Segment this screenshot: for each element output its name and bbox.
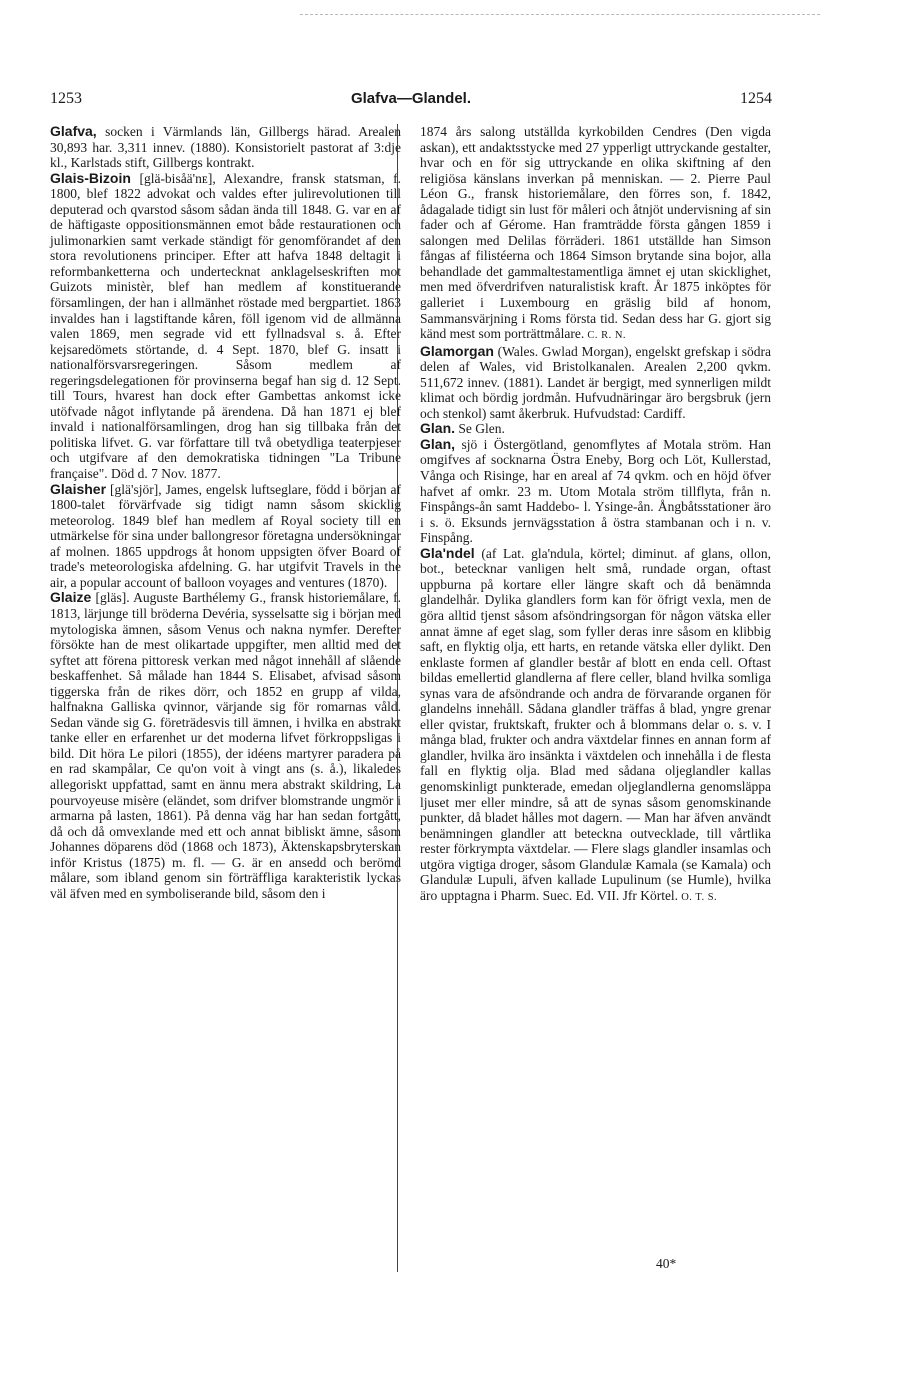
entry-glaize: [50, 590, 401, 901]
author-signature: O. T. S.: [678, 891, 718, 903]
page-title: Glafva—Glandel.: [350, 90, 472, 107]
entry-glandel: [420, 546, 771, 906]
headword: Glan.: [420, 420, 456, 437]
entry-glaisher: [50, 482, 401, 591]
entry-glafva: [50, 124, 401, 171]
entry-glan-reference: [420, 421, 771, 437]
headword: Glafva,: [50, 123, 97, 139]
headword: Gla'ndel: [420, 544, 475, 561]
entry-text: Se Glen.: [455, 421, 505, 437]
headword: Glais-Bizoin: [50, 169, 131, 186]
entry-glan-lake: [420, 437, 771, 546]
top-scan-line: [300, 14, 820, 15]
right-column: [420, 124, 771, 905]
headword: Glan,: [420, 435, 456, 452]
entry-text: (af Lat. gla'ndula, körtel; diminut. af glans, ollon, bot., betecknar vanligen helt små, rundade organ, oftast uppburna på kortare eller längre skaft och då benämnda glandelhår. Dylika glandlers form kan för öfrigt vexla, men de göra alltid tjenst såsom afsöndringsorgan för någon vätska eller annat ämne af eget slag, som fyller deras inre såsom en klibbig saft, en flyktig olja, ett harts, en retande vätska eller dylikt. Den enklaste formen af glandler består af blott en enda cell. Oftast bildas emellertid glandlerna af flere celler, bland hvilka somliga synas vara de afsöndrande och andra de förvarande organen för glandelns innehåll. Sådana glandler träffas å blad, yngre grenar eller qvistar, fruktskaft, frukter och å blommans delar o. s. v. I många blad, frukter och andra växtdelar finnes en annan form af glandler, hvilka äro insänkta i växtdelen och innehålla i de flesta fall en flyktig olja. Blad med sådana oljeglandler kallas genomskinligt punkterade, emedan oljeglandlerna genomsläppa ljuset mer eller mindre, så att de synas såsom genomskinande punkter, då bladet hålles mot dagern. — Man har äfven användt benämningen glandler att beteckna outvecklade, till vårtlika rester förkrympta växtdelar. — Flere slags glandler insamlas och utgöra vigtiga droger, såsom Glandulæ Kamala (se Kamala) och Glandulæ Lupuli, äfven kallade Lupulinum (se Humle), hvilka äro upptagna i Pharm. Suec. Ed. VII. Jfr Körtel.: [420, 545, 771, 903]
entry-glamorgan: [420, 344, 771, 422]
left-column: [50, 124, 401, 901]
entry-text: 1874 års salong utställda kyrkobilden Cendres (Den vigda askan), ett andaktsstycke med 27 ypperligt uttryckande gestalter, hvar och en för sig uttryckande en olika skiftning af den religiösa känslans inverkan på menniskan. — 2. Pierre Paul Léon G., fransk historiemålare, den förres son, f. 1842, ådagalade tidigt sin lust för måleri och åtnjöt undervisning af sin fader och af Gérome. Han framträdde första gången 1859 i salongen med Delilas förräderi. 1861 utställde han Simson fångas af filistéerna och 1864 Simson brytande sina bojor, alla behandlade det gammaltestamentliga ämnet ej utan skicklighet, men med öfverdrifven naturalistisk kraft. År 1875 inköptes för galleriet i Luxembourg en gräslig bild af honom, Sammansvärjning i Roms första tid. Sedan dess har G. gjort sig känd mest som porträttmålare.: [420, 124, 771, 342]
entry-glaize-continued: [420, 124, 771, 344]
entry-text: socken i Värmlands län, Gillbergs härad. Arealen 30,893 har. 3,311 innev. (1880). Konsistorielt pastorat af 3:dje kl., Karlstads stift, Gillbergs kontrakt.: [50, 124, 401, 171]
author-signature: C. R. N.: [584, 330, 627, 342]
column-divider: [397, 124, 398, 1272]
page-header: [50, 90, 772, 112]
entry-text: (Wales. Gwlad Morgan), engelskt grefskap i södra delen af Wales, vid Bristolkanalen. Arealen 2,200 qvkm. 511,672 innev. (1881). Landet är bergigt, med synnerligen mildt klimat och bördig jordmån. Hufvudnäringar äro bergsbruk (jern och stenkol) samt åkerbruk. Hufvudstad: Cardiff.: [420, 343, 771, 421]
headword: Glaisher: [50, 480, 107, 497]
entry-text: [glä'sjör], James, engelsk luftseglare, född i början af 1800-talet förvärfvade sig tidigt namn såsom skicklig meteorolog. 1849 blef han medlem af Royal society till en utmärkelse för sina under ballongresor företagna undersökningar af molnen. 1865 uppdrogs åt honom uppsigten öfver Board of trade's meteorologiska afdelning. G. har utgifvit Travels in the air, a popular account of balloon voyages and ventures (1870).: [50, 481, 401, 590]
headword: Glaize: [50, 589, 92, 606]
right-page-number: 1254: [740, 90, 772, 107]
entry-text: [glä-bisåä'nᴇ], Alexandre, fransk statsman, f. 1800, blef 1822 advokat och valdes efter julirevolutionen till deputerad och qvarstod såsom sådan ända till 1848. G. var en af de häftigaste oppositionsmännen emot både restaurationen och julimonarkien samt verkade ständigt för genomförandet af den stora revolutionens principer. Efter att hafva 1848 deltagit i reformbanketterna och undertecknat anklagelseskriften mot Guizots ministèr, blef han medlem af konstituerande församlingen, der han i allmänhet röstade med bergpartiet. 1863 invaldes han i lagstiftande kåren, föll igenom vid de allmänna valen 1869, men segrade vid ett fyllnadsval s. å. Efter kejsaredömets störtande, d. 4 Sept. 1870, blef G. insatt i nationalförsvarsregeringen. Såsom medlem af regeringsdelegationen för provinserna begaf han sig d. 12 Sept. till Tours, hvarest han dock efter Gambettas ankomst icke utöfvade något inflytande på ärendena. Då han 1871 ej blef invald i nationalförsamlingen, drog han sig tillbaka från det politiska lifvet. G. var författare till två obetydliga teaterpjeser och utgifvare af den demokratiska tidningen "La Tribune française". Död d. 7 Nov. 1877.: [50, 170, 401, 482]
entry-glais-bizoin: [50, 171, 401, 482]
headword: Glamorgan: [420, 342, 494, 359]
entry-text: [gläs]. Auguste Barthélemy G., fransk historiemålare, f. 1813, lärjunge till bröderna Devéria, sysselsatte sig i början med mytologiska ämnen, såsom Venus och nakna nymfer. Derefter försökte han de mest olikartade uppgifter, men alltid med det syftet att förena pittoresk verkan med något innehåll af slående beskaffenhet. Så målade han 1844 S. Elisabet, afvisad såsom tiggerska från de rikes dörr, och 1852 en grupp af vilda, halfnakna Galliska qvinnor, värjande sig för romarnas våld. Sedan vände sig G. företrädesvis till ämnen, i hvilka en abstrakt tanke eller en erfarenhet ur det moderna lifvet förkroppsligas i bild. Dit höra Le pilori (1855), der idéens martyrer paradera på en rad skampålar, Ce qu'on voit à vingt ans (s. å.), likaledes allegoriskt uppfattad, samt en ännu mera abstrakt skildring, La pourvoyeuse misère (eländet, som drifver blomstrande ungmör i armarna på lasten, 1861). På denna väg har han sedan fortgått, då och då omvexlande med ett och annat bibliskt ämne, såsom Johannes döparens död (1868 och 1873), Äktenskapsbryterskan inför Kristus (1875) m. fl. — G. är en ansedd och berömd målare, som ibland genom sin förträffliga karakteristik lyckas väl äfven med en symboliserande bild, såsom den i: [50, 590, 401, 901]
footer-signature-mark: 40*: [656, 1256, 677, 1271]
entry-text: sjö i Östergötland, genomflytes af Motala ström. Han omgifves af socknarna Östra Eneby, Borg och Löt, Kullerstad, Vånga och Risinge, har en areal af 74 qvkm. och en höjd öfver hafvet af omkr. 23 m. Utom Motala ström tillflyta, från n. Finspångs-ån samt Haddebo- l. Ysinge-ån. Ångbåtsstationer äro i s. ö. Eksunds jernvägsstation å östra stambanan och i n. v. Finspång.: [420, 436, 771, 546]
left-page-number: 1253: [50, 90, 82, 107]
